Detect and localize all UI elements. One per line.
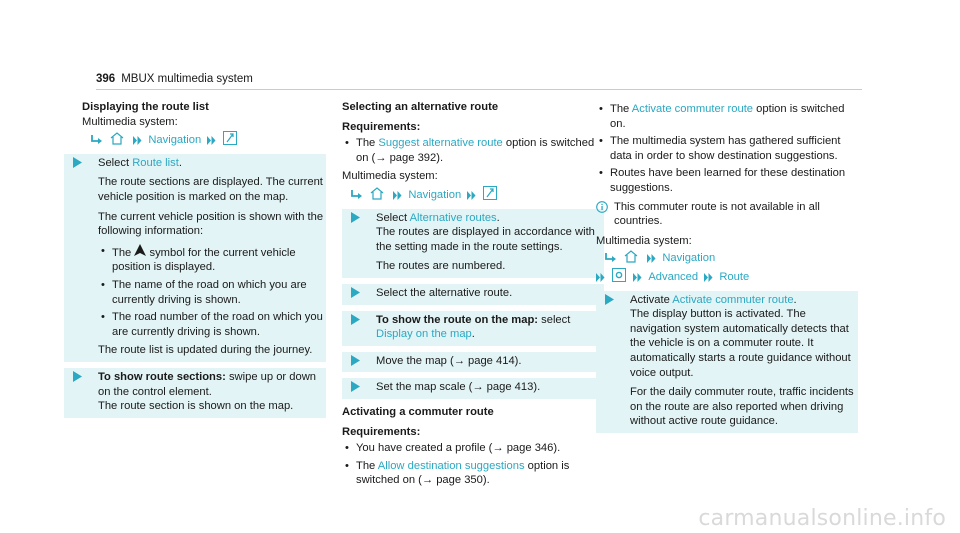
requirements-list [342,441,604,488]
section-heading: Selecting an alternative route [342,101,499,113]
step-text: swipe up or down on the control element. [98,370,317,398]
step-activate-commuter-route: Activate Activate commuter route. The display button is activated. The navigation system automatically detects that the vehicle is on a commuter route. It automatically starts a route guidance without voice output. For the daily commuter route, traffic incidents on the route are also reported when driving without active route guidance. [596,291,858,433]
route-list-icon[interactable] [223,131,237,145]
step-select-alternative-routes: Select Alternative routes. The routes are displayed in accordance with the setting made in the route settings. The routes are numbered. [342,209,604,278]
column-2 [342,100,604,492]
double-chevron-icon [704,273,713,282]
path-navigation-link[interactable]: Navigation [408,188,462,201]
requirements-list [596,102,858,196]
double-chevron-icon [633,273,642,282]
menu-path [604,250,858,266]
step-set-map-scale [342,378,604,399]
step-bullet-icon [350,355,361,366]
info-text: This commuter route is not available in all countries. [614,200,820,228]
path-advanced-link[interactable]: Advanced [648,270,699,283]
list-item: • The Allow destination suggestions option is switched on (→ page 350). [342,459,604,488]
watermark: carmanualsonline.info [698,506,946,532]
section-heading: Activating a commuter route [342,405,494,418]
double-chevron-icon [393,191,402,200]
multimedia-label: Multimedia system: [82,115,178,128]
step-paragraph: For the daily commuter route, traffic incidents on the route are also reported when driving without active route guidance. [630,386,854,428]
vehicle-position-icon [134,244,146,256]
menu-path-continued [596,268,858,285]
step-bullet-icon [350,287,361,298]
double-chevron-icon [133,136,142,145]
suggest-alternative-route-link[interactable]: Suggest alternative route [378,137,503,150]
step-paragraph: The routes are displayed in accordance with the setting made in the route settings. [376,226,595,253]
settings-gear-icon[interactable] [612,268,626,282]
list-item: • The multimedia system has gathered sufficient data in order to show destination suggestions. [596,134,858,163]
step-show-route-on-map: To show the route on the map: select Display on the map. [342,311,604,346]
step-select-alternative [342,284,604,305]
requirements-list [342,136,604,165]
step-text: Select the alternative route. [376,286,513,299]
page-header [96,72,253,87]
info-icon [596,201,608,213]
list-item: • The Activate commuter route option is switched on. [596,102,858,131]
activate-commuter-route-link[interactable]: Activate commuter route [631,103,754,115]
path-navigation-link[interactable]: Navigation [148,134,202,147]
requirements-label: Requirements: [342,425,421,438]
section-heading: Displaying the route list [82,101,209,113]
info-list [98,244,326,340]
step-bold: To show route sections: [98,370,226,383]
info-note [596,200,858,229]
step-paragraph: The display button is activated. The navigation system automatically detects that the vehicle is on a commuter route. It automatically starts a route guidance without voice output. [630,308,851,379]
step-bullet-icon [350,314,361,325]
step-bullet-icon [350,381,361,392]
list-item: • You have created a profile (→ page 346). [342,441,604,456]
route-list-link[interactable]: Route list [132,156,179,169]
path-arrow-icon [350,189,363,200]
step-paragraph: The route sections are displayed. The current vehicle position is marked on the map. [98,176,323,203]
route-list-icon[interactable] [483,186,497,200]
step-paragraph: The routes are numbered. [376,260,506,273]
step-text: Select [98,156,133,169]
allow-destination-suggestions-link[interactable]: Allow destination suggestions [377,459,525,472]
step-show-route-sections [64,368,326,418]
header-title: MBUX multimedia system [121,73,253,85]
display-on-map-link[interactable]: Display on the map [376,328,472,341]
double-chevron-icon [647,254,656,263]
multimedia-label: Multimedia system: [596,234,692,247]
step-paragraph: The route list is updated during the journey. [98,344,313,357]
multimedia-label: Multimedia system: [342,170,438,183]
list-item: • The symbol for the current vehicle position is displayed. [98,244,326,275]
step-text: Set the map scale (→ page 413). [376,381,541,394]
path-navigation-link[interactable]: Navigation [662,252,716,265]
column-3 [596,100,858,433]
step-bullet-icon [604,294,615,305]
path-arrow-icon [604,252,617,263]
menu-path [350,186,604,203]
path-route-link[interactable]: Route [719,270,750,283]
step-paragraph: The route section is shown on the map. [98,400,294,413]
step-bullet-icon [72,157,83,168]
alternative-routes-link[interactable]: Alternative routes [409,211,497,224]
column-1 [64,100,326,418]
home-icon[interactable] [370,187,384,200]
home-icon[interactable] [110,132,124,145]
header-divider [96,89,862,90]
list-item: • Routes have been learned for these destination suggestions. [596,166,858,195]
list-item: • The road number of the road on which you are currently driving is shown. [98,310,326,339]
step-text: . [178,156,182,169]
double-chevron-icon [207,136,216,145]
step-select-route-list [64,154,326,362]
double-chevron-icon [467,191,476,200]
list-item: • The name of the road on which you are currently driving is shown. [98,278,326,307]
menu-path [90,131,326,148]
step-move-map [342,352,604,373]
path-arrow-icon [90,134,103,145]
step-bullet-icon [72,371,83,382]
step-bullet-icon [350,212,361,223]
activate-commuter-route-button[interactable]: Activate commuter route [672,293,794,306]
step-text: Move the map (→ page 414). [376,354,522,367]
list-item: • The Suggest alternative route option is switched on (→ page 392). [342,136,604,165]
requirements-label: Requirements: [342,120,421,133]
home-icon[interactable] [624,250,638,263]
step-paragraph: The current vehicle position is shown with the following information: [98,210,324,238]
page-number: 396 [96,73,116,85]
double-chevron-icon [596,273,605,282]
